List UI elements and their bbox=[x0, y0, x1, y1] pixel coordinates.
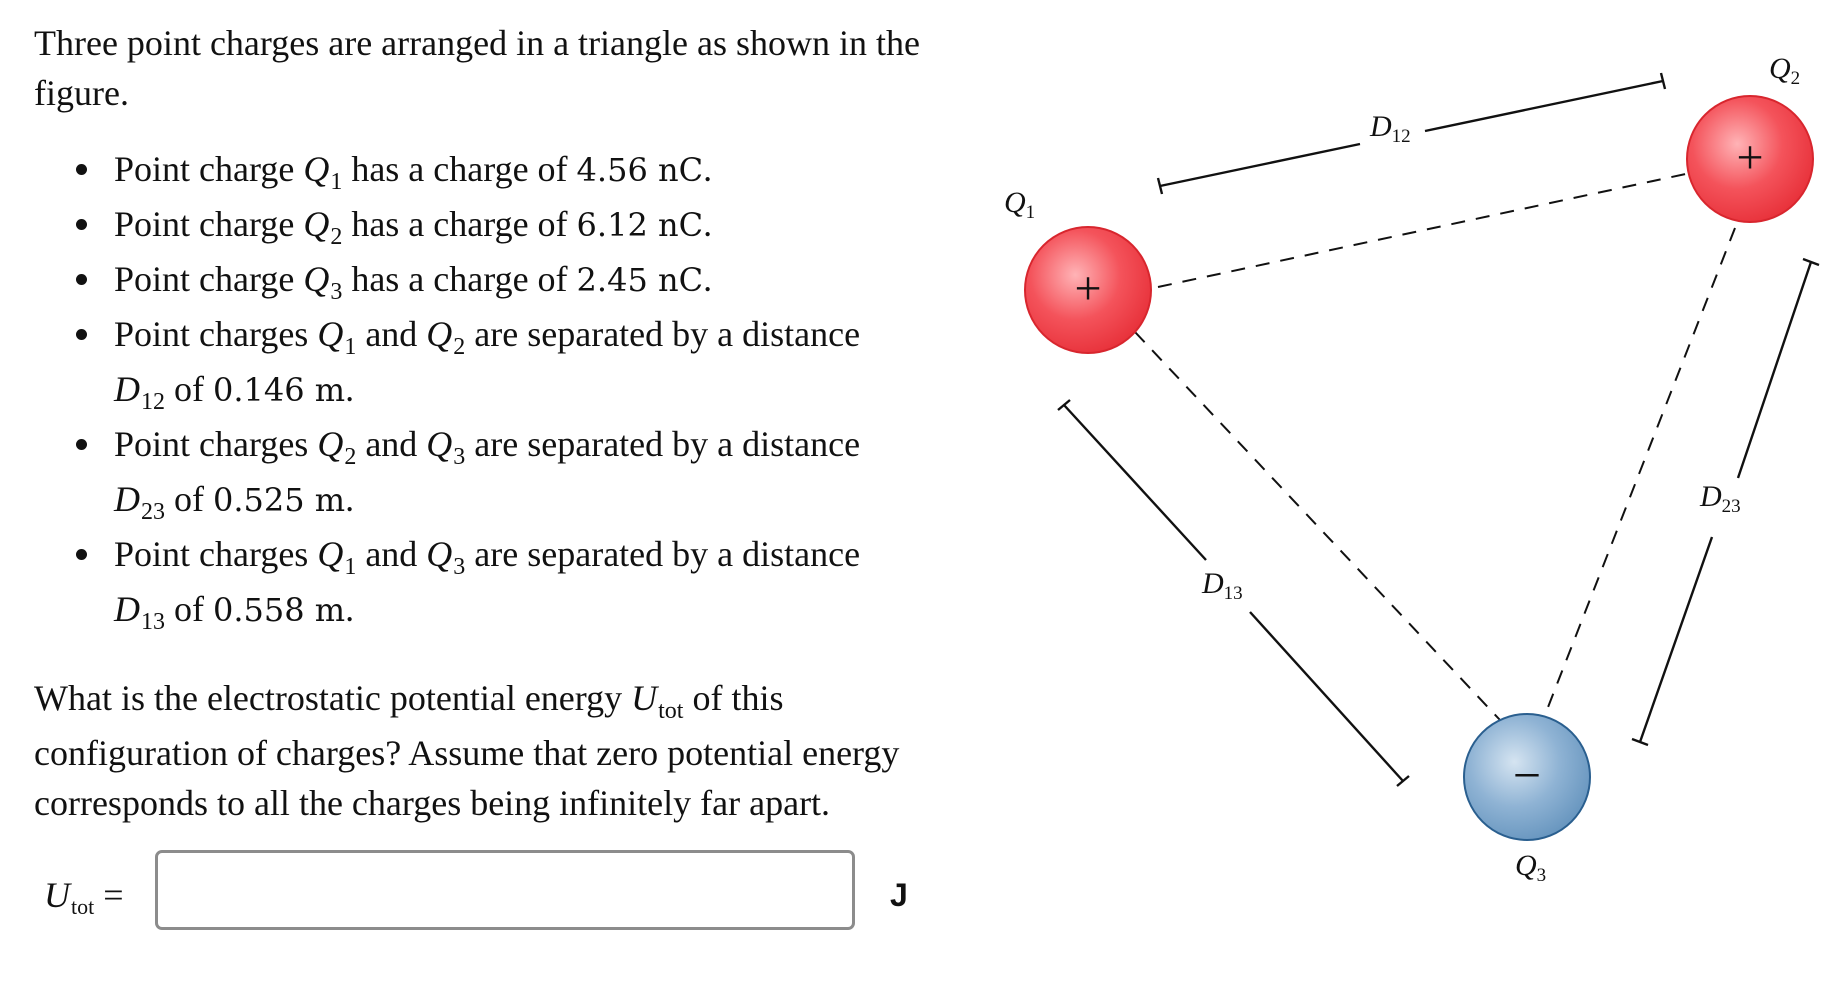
problem-intro: Three point charges are arranged in a triangle as shown in the figure. bbox=[34, 23, 920, 113]
charge-subscript: 2 bbox=[453, 334, 466, 360]
dashed-line-q2-q3 bbox=[1543, 228, 1735, 720]
d12-dimension bbox=[1158, 73, 1665, 194]
item-text: and bbox=[356, 314, 427, 354]
distance-subscript: 12 bbox=[141, 389, 165, 415]
charge-symbol: Q bbox=[426, 314, 453, 354]
item-text: are separated by a distance bbox=[465, 534, 861, 574]
charge-value: 4.56 nC bbox=[576, 151, 704, 189]
distance-value: 0.146 m bbox=[213, 371, 346, 409]
item-text: of bbox=[165, 589, 213, 629]
item-text: Point charge bbox=[114, 149, 304, 189]
d13-label: $D_{13}$ bbox=[1202, 567, 1243, 604]
equals-sign: = bbox=[94, 875, 124, 915]
item-text: Point charges bbox=[114, 534, 318, 574]
item-text: Point charge bbox=[114, 259, 304, 299]
charge-value: 6.12 nC bbox=[576, 206, 704, 244]
charge-symbol: Q bbox=[303, 204, 330, 244]
charge-subscript: 3 bbox=[453, 554, 466, 580]
item-text: and bbox=[356, 424, 427, 464]
item-text: of bbox=[165, 479, 213, 519]
distance-value: 0.558 m bbox=[213, 591, 346, 629]
item-text: . bbox=[703, 204, 713, 244]
charge-q1-label: $Q_1$ bbox=[1004, 186, 1036, 223]
charge-symbol: Q bbox=[317, 534, 344, 574]
charge-q1 bbox=[1004, 186, 1151, 353]
charge-subscript: 1 bbox=[344, 334, 357, 360]
distance-symbol: D bbox=[114, 589, 140, 629]
charge-value: 2.45 nC bbox=[576, 261, 704, 299]
charge-symbol: Q bbox=[317, 314, 344, 354]
answer-symbol: U bbox=[44, 875, 70, 915]
charge-subscript: 1 bbox=[344, 554, 357, 580]
item-text: Point charges bbox=[114, 424, 318, 464]
charge-q3 bbox=[1464, 714, 1590, 886]
item-text: . bbox=[345, 369, 355, 409]
question-part: of this configuration of charges? Assume that zero potential energy corresponds to all the charges being infinitely far apart. bbox=[34, 678, 900, 823]
item-text: . bbox=[703, 259, 713, 299]
answer-subscript: tot bbox=[71, 894, 95, 919]
charge-symbol: Q bbox=[303, 259, 330, 299]
charge-symbol: Q bbox=[426, 424, 453, 464]
item-text: has a charge of bbox=[342, 204, 577, 244]
item-text: are separated by a distance bbox=[465, 424, 861, 464]
distance-symbol: D bbox=[114, 479, 140, 519]
item-text: . bbox=[345, 479, 355, 519]
charge-q2-label: $Q_2$ bbox=[1769, 52, 1801, 89]
charge-subscript: 2 bbox=[330, 224, 343, 250]
charge-q2-sign: + bbox=[1736, 131, 1764, 184]
d23-label: $D_{23}$ bbox=[1700, 480, 1741, 517]
distance-symbol: D bbox=[114, 369, 140, 409]
charge-symbol: Q bbox=[317, 424, 344, 464]
charge-subscript: 3 bbox=[453, 444, 466, 470]
charge-q2 bbox=[1687, 52, 1813, 222]
distance-subscript: 13 bbox=[141, 609, 165, 635]
energy-symbol: U bbox=[631, 678, 658, 718]
charge-q3-label: $Q_3$ bbox=[1515, 849, 1547, 886]
item-text: has a charge of bbox=[342, 259, 577, 299]
charge-q3-sign: − bbox=[1512, 747, 1542, 803]
charge-subscript: 2 bbox=[344, 444, 357, 470]
item-text: are separated by a distance bbox=[465, 314, 861, 354]
item-text: Point charges bbox=[114, 314, 318, 354]
dashed-line-q1-q3 bbox=[1135, 332, 1500, 720]
item-text: and bbox=[356, 534, 427, 574]
question-part: What is the electrostatic potential energy bbox=[34, 678, 632, 718]
item-text: Point charge bbox=[114, 204, 304, 244]
item-text: has a charge of bbox=[342, 149, 577, 189]
d12-label: $D_{12}$ bbox=[1370, 110, 1411, 147]
charge-symbol: Q bbox=[303, 149, 330, 189]
unit-label: J bbox=[890, 877, 908, 913]
item-text: . bbox=[703, 149, 713, 189]
charge-subscript: 3 bbox=[330, 279, 343, 305]
distance-subscript: 23 bbox=[141, 499, 165, 525]
distance-value: 0.525 m bbox=[213, 481, 346, 519]
energy-subscript: tot bbox=[658, 698, 684, 724]
charge-q1-sign: + bbox=[1074, 262, 1102, 315]
dashed-line-q1-q2 bbox=[1158, 172, 1695, 287]
item-text: . bbox=[345, 589, 355, 629]
charge-symbol: Q bbox=[426, 534, 453, 574]
charge-subscript: 1 bbox=[330, 169, 343, 195]
item-text: of bbox=[165, 369, 213, 409]
